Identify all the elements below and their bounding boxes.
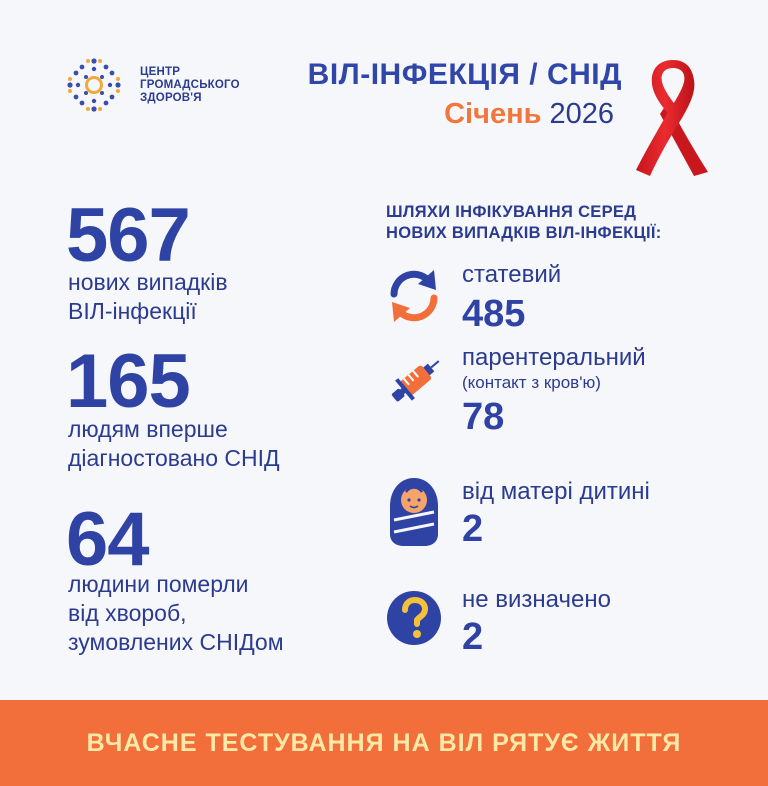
- org-name-line1: ЦЕНТР: [140, 65, 181, 78]
- org-name: [140, 66, 240, 105]
- red-ribbon-icon: [628, 54, 718, 178]
- route-undetermined-label: не визначено: [462, 586, 611, 613]
- aids-diagnosed-label: [68, 415, 280, 473]
- deaths-label: [68, 570, 284, 657]
- aids-diagnosed-label-line1: людям вперше: [68, 416, 228, 442]
- routes-title-line2: НОВИХ ВИПАДКІВ ВІЛ-ІНФЕКЦІЇ:: [386, 224, 662, 242]
- deaths-value: 64: [66, 497, 149, 582]
- deaths-label-line2: від хвороб,: [68, 600, 187, 626]
- org-logo: [66, 56, 240, 114]
- routes-title-line1: ШЛЯХИ ІНФІКУВАННЯ СЕРЕД: [386, 203, 637, 221]
- org-name-line3: ЗДОРОВ'Я: [140, 91, 202, 104]
- month-label: Січень: [444, 98, 542, 130]
- page-subtitle: [272, 98, 614, 131]
- route-sexual-value: 485: [462, 293, 526, 335]
- baby-icon: [388, 476, 440, 548]
- route-parenteral-value: 78: [462, 396, 505, 438]
- new-cases-label: [68, 268, 228, 326]
- route-mother-child-label: від матері дитині: [462, 478, 650, 505]
- routes-title: [386, 202, 662, 244]
- year-label: 2026: [549, 98, 614, 130]
- route-parenteral-label: парентеральний: [462, 344, 646, 371]
- org-name-line2: ГРОМАДСЬКОГО: [140, 78, 240, 91]
- new-cases-value: 567: [66, 193, 190, 278]
- page-title: ВІЛ-ІНФЕКЦІЯ / СНІД: [307, 58, 622, 91]
- deaths-label-line3: зумовлених СНІДом: [68, 629, 284, 655]
- route-sexual-label: статевий: [462, 261, 562, 288]
- logo-mark-icon: [66, 57, 122, 113]
- cycle-arrows-icon: [384, 266, 444, 326]
- route-mother-child-value: 2: [462, 508, 484, 550]
- new-cases-label-line2: ВІЛ-інфекції: [68, 298, 197, 324]
- footer-banner: [0, 700, 768, 786]
- new-cases-label-line1: нових випадків: [68, 269, 228, 295]
- deaths-label-line1: людини померли: [68, 571, 249, 597]
- syringe-icon: [384, 350, 444, 410]
- question-icon: [386, 590, 442, 646]
- route-parenteral-note: (контакт з кров'ю): [462, 373, 601, 392]
- aids-diagnosed-value: 165: [66, 339, 190, 424]
- route-undetermined-value: 2: [462, 616, 484, 658]
- footer-slogan: ВЧАСНЕ ТЕСТУВАННЯ НА ВІЛ РЯТУЄ ЖИТТЯ: [86, 728, 682, 757]
- aids-diagnosed-label-line2: діагностовано СНІД: [68, 445, 280, 471]
